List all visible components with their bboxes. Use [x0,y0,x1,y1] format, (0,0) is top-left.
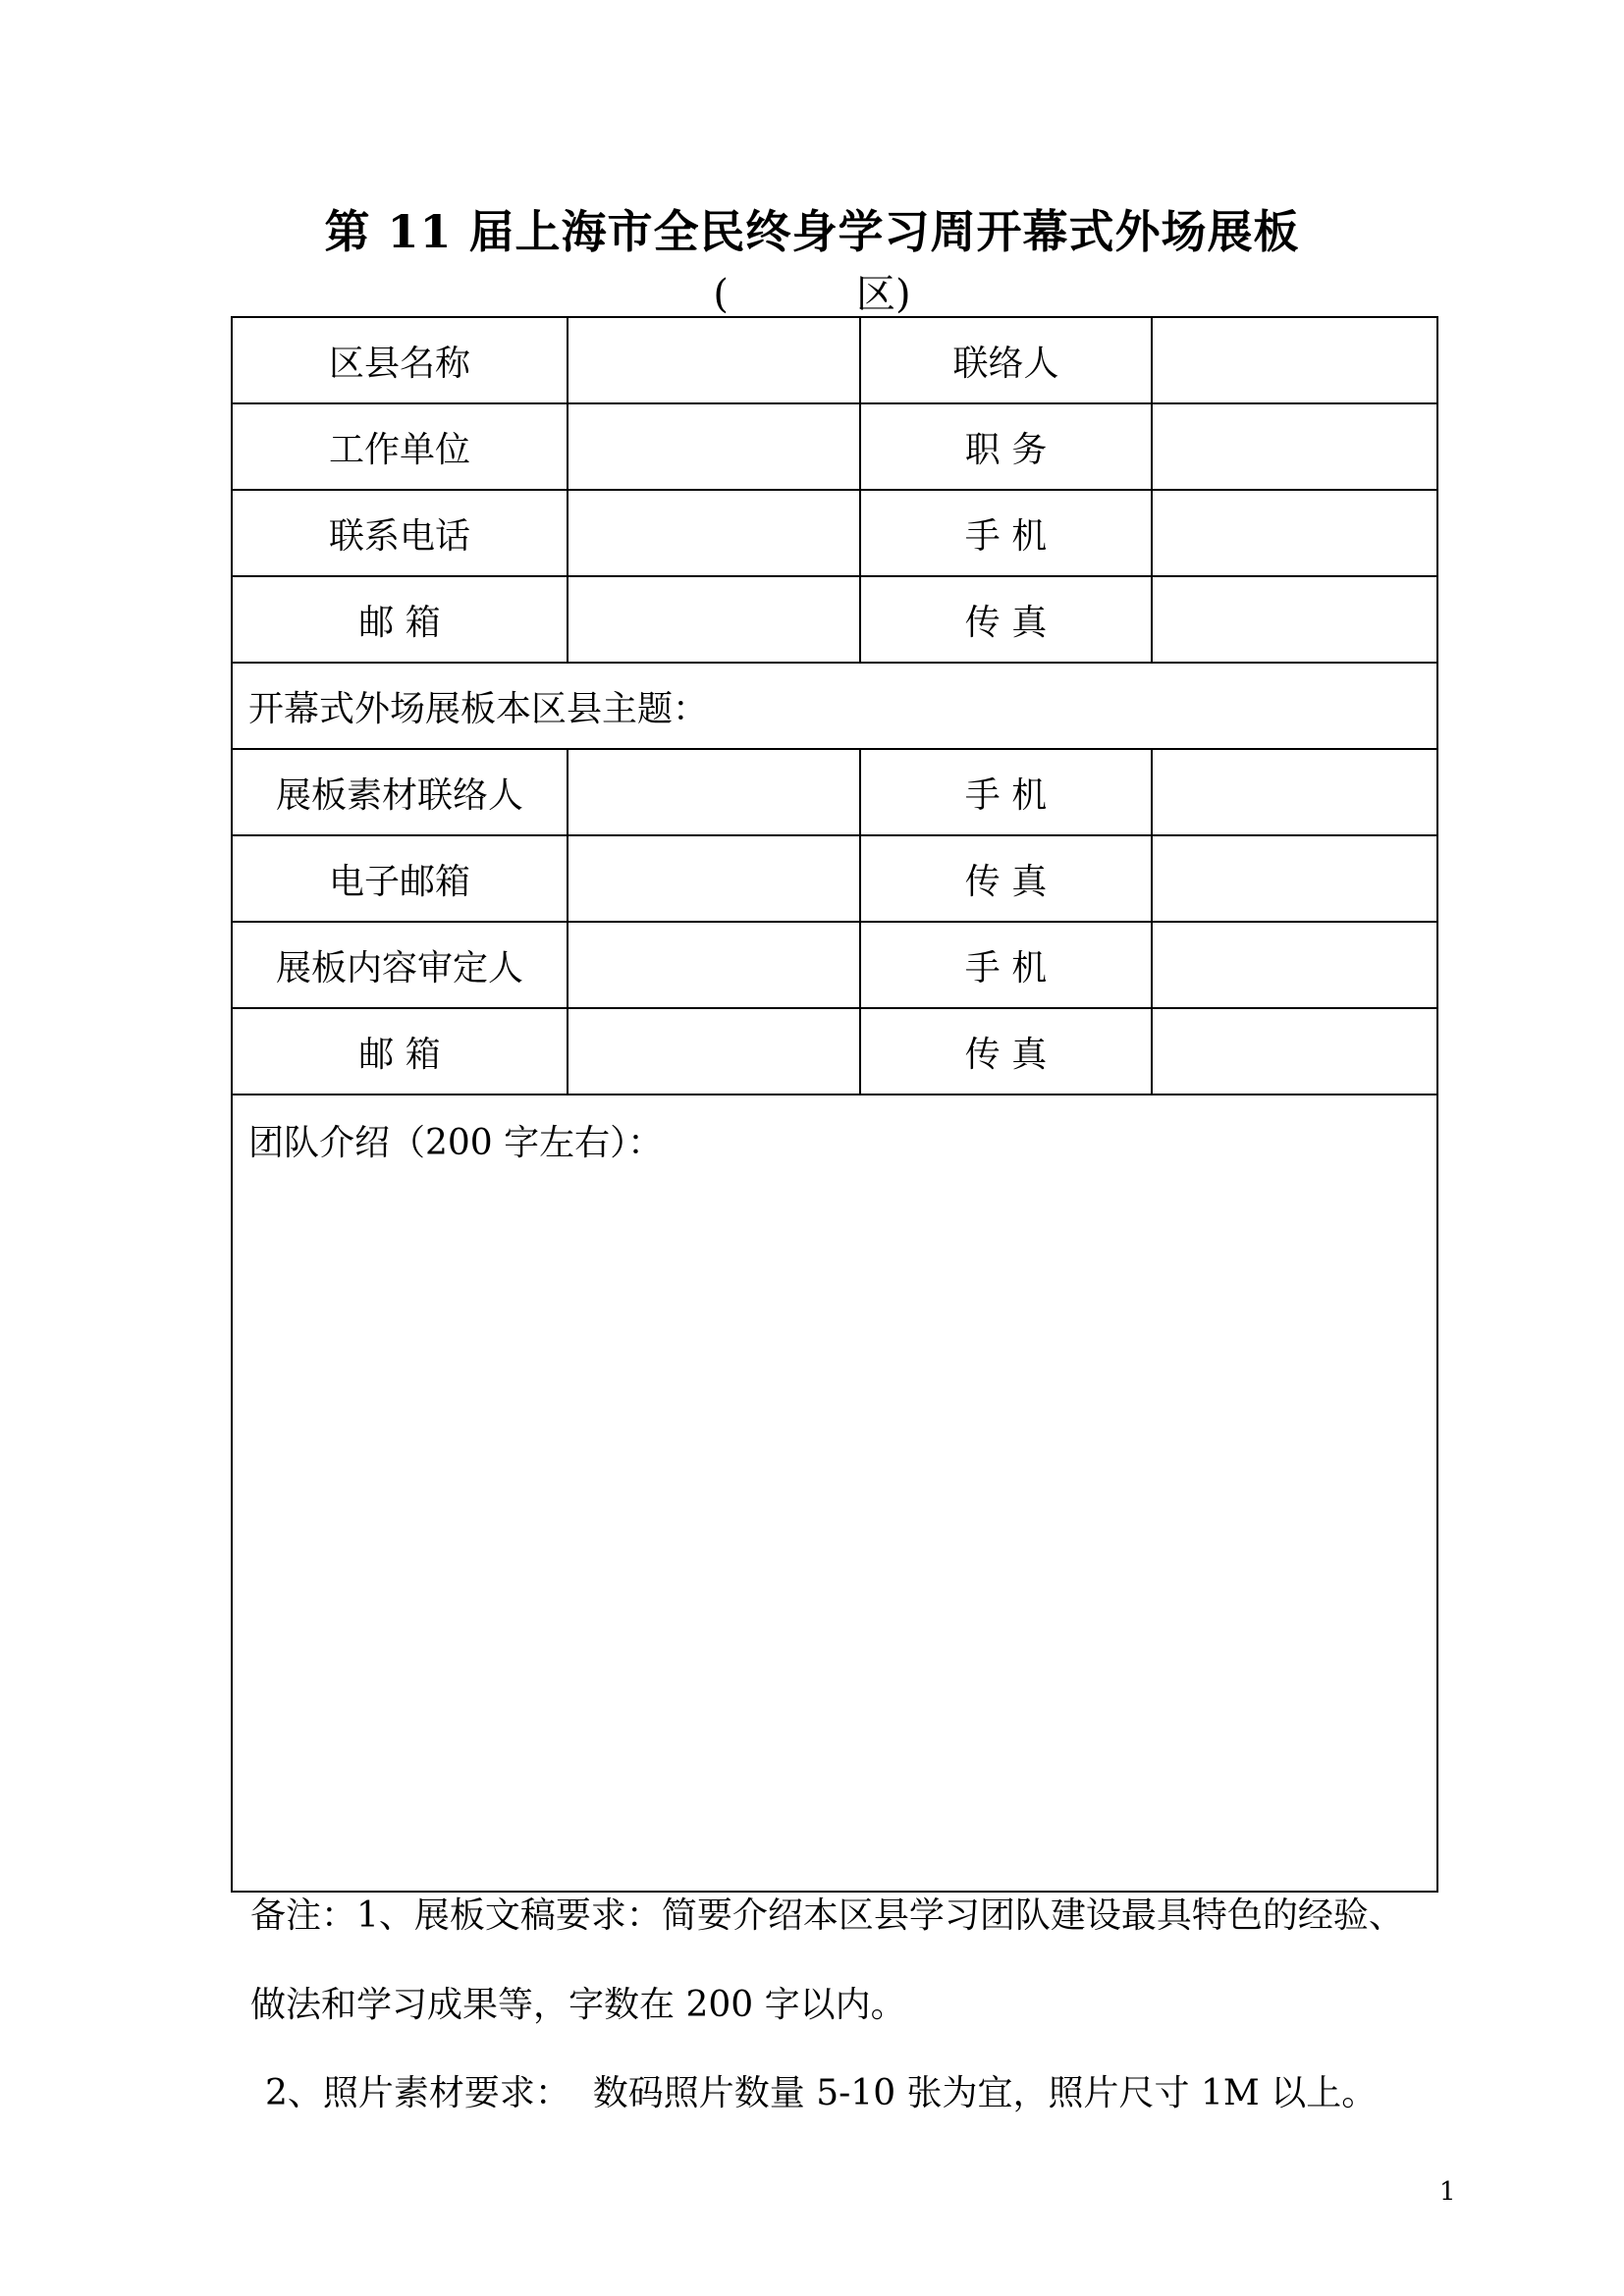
content-reviewer-label: 展板内容审定人 [232,922,568,1008]
contact-person-label: 联络人 [860,317,1152,403]
fax-label: 传 真 [860,576,1152,663]
form-row [232,490,1437,576]
note-line-2: 做法和学习成果等，字数在 200 字以内。 [250,1985,906,2025]
material-fax-field[interactable] [1152,835,1437,922]
phone-label: 联系电话 [232,490,568,576]
phone-field[interactable] [568,490,860,576]
material-contact-label: 展板素材联络人 [232,749,568,835]
reviewer-email-label: 邮 箱 [232,1008,568,1095]
contact-person-field[interactable] [1152,317,1437,403]
form-row [232,576,1437,663]
theme-field[interactable]: 开幕式外场展板本区县主题： [232,663,1437,749]
subtitle-district: 区) [856,272,911,317]
district-name-field[interactable] [568,317,860,403]
form-row [232,835,1437,922]
work-unit-label: 工作单位 [232,403,568,490]
material-mobile-field[interactable] [1152,749,1437,835]
content-reviewer-field[interactable] [568,922,860,1008]
email-field[interactable] [568,576,860,663]
district-name-label: 区县名称 [232,317,568,403]
form-row [232,1095,1437,1892]
reviewer-mobile-label: 手 机 [860,922,1152,1008]
team-intro-field[interactable]: 团队介绍（200 字左右）： [232,1095,1437,1892]
e-mail-field[interactable] [568,835,860,922]
position-field[interactable] [1152,403,1437,490]
note-line-3: 2、照片素材要求： 数码照片数量 5-10 张为宜，照片尺寸 1M 以上。 [265,2073,1378,2113]
form-row [232,749,1437,835]
district-subtitle [0,263,1624,319]
page-number: 1 [1439,2177,1456,2207]
mobile-field[interactable] [1152,490,1437,576]
form-row [232,922,1437,1008]
position-label: 职 务 [860,403,1152,490]
e-mail-label: 电子邮箱 [232,835,568,922]
reviewer-mobile-field[interactable] [1152,922,1437,1008]
reviewer-email-field[interactable] [568,1008,860,1095]
registration-form-table [231,316,1438,1893]
form-row [232,403,1437,490]
document-title: 第 11 届上海市全民终身学习周开幕式外场展板 [324,205,1300,258]
material-fax-label: 传 真 [860,835,1152,922]
material-mobile-label: 手 机 [860,749,1152,835]
material-contact-field[interactable] [568,749,860,835]
email-label: 邮 箱 [232,576,568,663]
mobile-label: 手 机 [860,490,1152,576]
form-row [232,1008,1437,1095]
reviewer-fax-field[interactable] [1152,1008,1437,1095]
subtitle-open-paren: ( [713,272,729,317]
form-row [232,663,1437,749]
reviewer-fax-label: 传 真 [860,1008,1152,1095]
fax-field[interactable] [1152,576,1437,663]
work-unit-field[interactable] [568,403,860,490]
note-line-1: 备注：1、展板文稿要求：简要介绍本区县学习团队建设最具特色的经验、 [250,1896,1404,1936]
form-row [232,317,1437,403]
